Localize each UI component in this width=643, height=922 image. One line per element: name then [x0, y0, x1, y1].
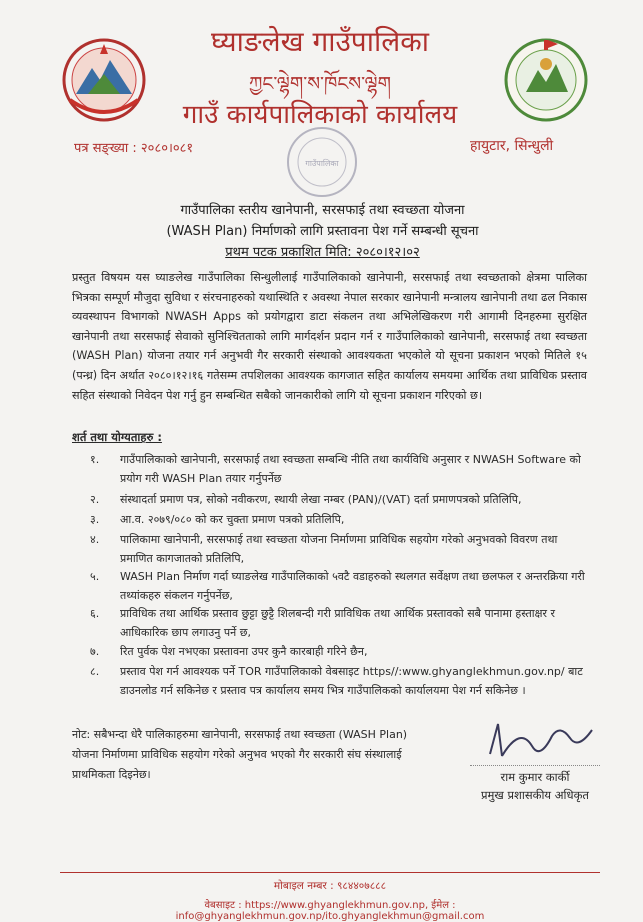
office-location: हायुटार, सिन्धुली	[470, 138, 554, 154]
condition-number: ६.	[90, 607, 100, 620]
subject-line: गाउँपालिका स्तरीय खानेपानी, सरसफाई तथा स्वच्छता योजना	[180, 203, 465, 218]
condition-text: प्राविधिक तथा आर्थिक प्रस्ताव छुट्टा छुट्टै शिलबन्दी गरी प्राविधिक तथा आर्थिक प्रस्तावको सबै पानामा हस्ताक्षर र आधिकारिक छाप लगाउनु पर्ने छ,	[120, 607, 556, 639]
municipality-logo-icon	[500, 30, 592, 130]
nepal-emblem-icon	[58, 30, 150, 130]
subject-line: (WASH Plan) निर्माणको लागि प्रस्तावना पेश गर्ने सम्बन्धी सूचना	[166, 224, 479, 239]
condition-item	[90, 510, 585, 529]
conditions-heading: शर्त तथा योग्यताहरु :	[72, 430, 162, 444]
condition-number: १.	[90, 453, 100, 466]
condition-number: ८.	[90, 665, 100, 678]
signature-icon	[480, 716, 600, 772]
publication-date: प्रथम पटक प्रकाशित मिति: २०८०।१२।०२	[225, 245, 420, 260]
condition-item	[90, 490, 585, 509]
condition-text: संस्थादर्ता प्रमाण पत्र, सोको नवीकरण, स्थायी लेखा नम्बर (PAN)/(VAT) दर्ता प्रमाणपत्रको प्रतिलिपि,	[120, 493, 522, 506]
signature-block	[470, 765, 600, 804]
condition-number: २.	[90, 493, 100, 506]
signatory-designation: प्रमुख प्रशासकीय अधिकृत	[481, 788, 589, 802]
condition-item	[90, 450, 585, 488]
condition-item	[90, 530, 585, 568]
condition-number: ५.	[90, 570, 100, 583]
reference-number: पत्र सङ्ख्या : २०८०।०८१	[74, 141, 194, 156]
condition-text: पालिकामा खानेपानी, सरसफाई तथा स्वच्छता योजना निर्माणमा प्राविधिक सहयोग गरेको अनुभवको विवरण तथा प्रमाणित कागजातको प्रतिलिपि,	[120, 533, 558, 565]
condition-text: गाउँपालिकाको खानेपानी, सरसफाई तथा स्वच्छता सम्बन्धि नीति तथा कार्यविधि अनुसार र NWASH Software को प्रयोग गरी WASH Plan तयार गर्नुपर्नेछ	[120, 453, 581, 485]
condition-number: ४.	[90, 533, 100, 546]
note-paragraph: नोट: सबैभन्दा धेरै पालिकाहरुमा खानेपानी, सरसफाई तथा स्वच्छता (WASH Plan) योजना निर्माणमा प्राविधिक सहयोग गरेको अनुभव भएको गैर सरकारी संघ संस्थालाई प्राथमिकता दिइनेछ।	[72, 728, 408, 781]
condition-item	[90, 567, 585, 605]
footer	[60, 872, 600, 922]
office-name: गाउँ कार्यपालिकाको कार्यालय	[182, 100, 458, 130]
signatory-name: राम कुमार कार्की	[500, 770, 570, 784]
condition-text: आ.व. २०७९/०८० को कर चुक्ता प्रमाण पत्रको प्रतिलिपि,	[120, 513, 345, 526]
footer-website: वेबसाइट : https://www.ghyanglekhmun.gov.np, ईमेल : info@ghyanglekhmun.gov.np/ito.ghyanglekhmun@gmail.com	[175, 900, 485, 922]
condition-text: प्रस्ताव पेश गर्न आवश्यक पर्ने TOR गाउँपालिकाको वेबसाइट https//:www.ghyanglekhmun.gov.np/ बाट डाउनलोड गर्न सकिनेछ र प्रस्ताव पत्र कार्यालय समय भित्र गाउँपालिकको कार्यालयमा पेश गर्न सकिनेछ ।	[120, 665, 583, 697]
intro-paragraph: प्रस्तुत विषयम यस घ्याङलेख गाउँपालिका सिन्धुलीलाई गाउँपालिकाको खानेपानी, सरसफाई तथा स्वच्छताको क्षेत्रमा पालिका भित्रका सम्पूर्ण मौजुदा सुविधा र संरचनाहरुको यथास्थिति र अवस्था नेपाल सरकार खानेपानी मन्त्रालय खानेपानी तथा ढल निकास व्यवस्थापन विभागको NWASH Apps को प्रयोगद्वारा डाटा संकलन तथा अभिलेखिकरण गरी आगामी दिनहरुमा सुरक्षित खानेपानी तथा सरसफाई सेवाको सुनिश्चितताको लागि मार्गदर्शन प्रदान गर्न र गाउँपालिकाको खानेपानी, सरसफाई तथा स्वच्छता (WASH Plan) योजना तयार गर्न अनुभवी गैर सरकारी संस्थाको आवश्यकता भएकोले यो सूचना प्रकाशन भएको मितिले १५ (पन्ध्र) दिन अर्थात २०८०।१२।१६ गतेसम्म तपशिलका आवश्यक कागजात सहित कार्यालय समयमा आर्थिक तथा प्राविधिक प्रस्ताव सहित संस्थाको निवेदन पेश गर्नु हुन सम्बन्धित सबैको जानकारीको लागि यो सूचना प्रकाशन गरिएको छ।	[72, 271, 587, 402]
condition-item	[90, 642, 585, 661]
municipality-name: घ्याङलेख गाउँपालिका	[211, 25, 429, 58]
condition-item	[90, 662, 585, 700]
footer-mobile: मोबाइल नम्बर : ९८४४०७८८८	[273, 880, 387, 892]
office-stamp-icon	[282, 122, 362, 202]
condition-number: ७.	[90, 645, 100, 658]
condition-text: WASH Plan निर्माण गर्दा घ्याङलेख गाउँपालिकाको ५वटै वडाहरुको स्थलगत सर्वेक्षण तथा छलफल र अन्तरक्रिया गरी तथ्यांकहरु संकलन गर्नुपर्नेछ,	[120, 570, 585, 602]
stamp-text: गाउँपालिका	[305, 159, 339, 168]
condition-item	[90, 604, 585, 642]
municipality-name-tibetan: ཀྱང་ལྷེག་ས་ཁོངས་ལྷེག	[249, 73, 391, 95]
condition-text: रित पुर्वक पेश नभएका प्रस्तावना उपर कुनै कारबाही गरिने छैन,	[120, 645, 368, 658]
condition-number: ३.	[90, 513, 100, 526]
